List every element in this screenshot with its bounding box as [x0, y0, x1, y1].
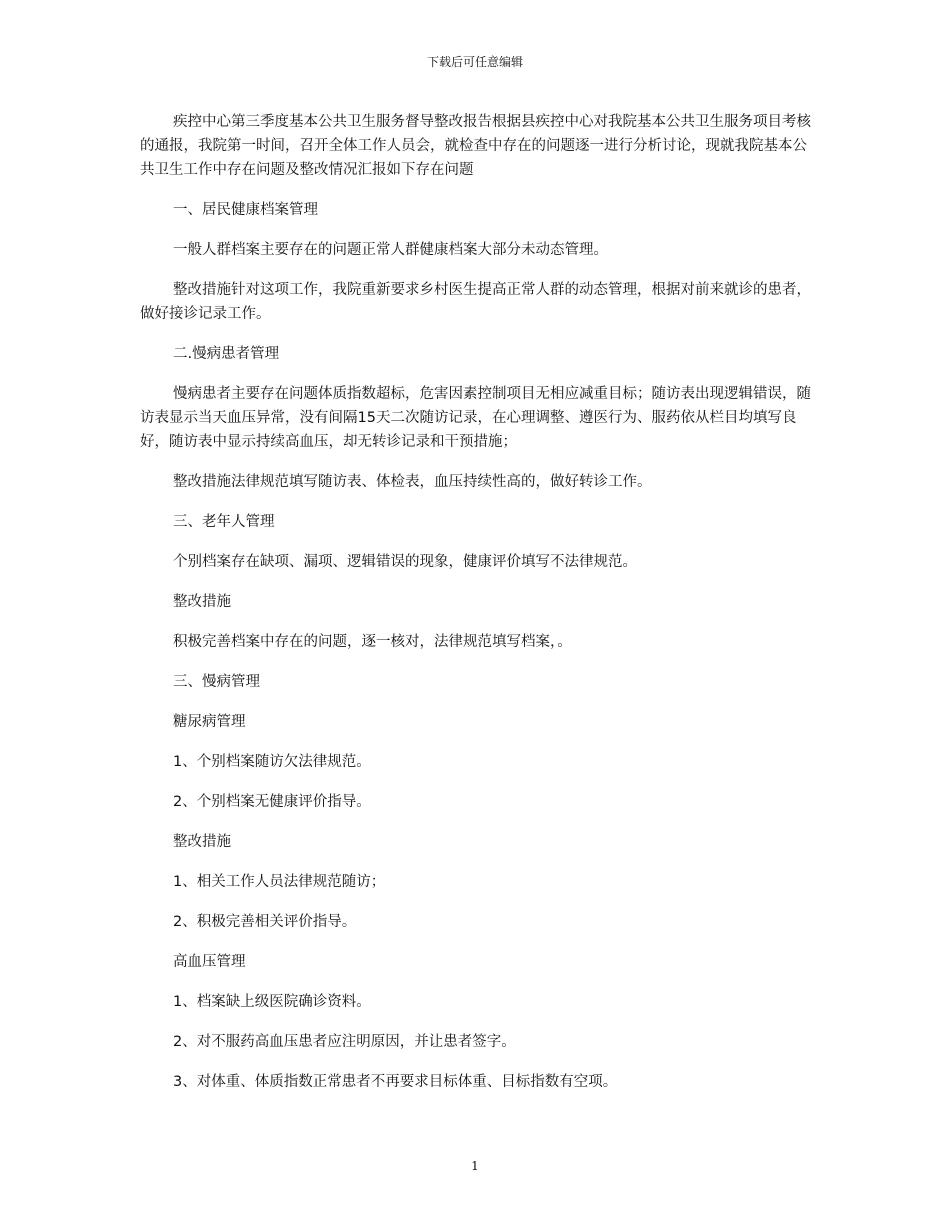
- section-heading-chronic-disease: 三、慢病管理: [173, 674, 260, 690]
- list-item: 1、个别档案随访欠法律规范。: [173, 754, 371, 770]
- list-item: 1、相关工作人员法律规范随访；: [173, 874, 386, 890]
- paragraph: 整改措施针对这项工作，我院重新要求乡村医生提高正常人群的动态管理，根据对前来就诊的患者，做好接诊记录工作。: [140, 282, 811, 322]
- intro-paragraph: 疾控中心第三季度基本公共卫生服务督导整改报告根据县疾控中心对我院基本公共卫生服务项目考核的通报，我院第一时间，召开全体工作人员会，就检查中存在的问题逐一进行分析讨论，现就我院基本公共卫生工作中存在问题及整改情况汇报如下存在问题: [140, 114, 811, 178]
- subheading-measures: 整改措施: [173, 834, 231, 850]
- subheading-diabetes: 糖尿病管理: [173, 714, 246, 730]
- section-heading-health-records: 一、居民健康档案管理: [173, 202, 318, 218]
- list-item: 2、积极完善相关评价指导。: [173, 914, 357, 930]
- section-heading-chronic-patients: 二.慢病患者管理: [173, 346, 280, 362]
- list-item: 3、对体重、体质指数正常患者不再要求目标体重、目标指数有空项。: [173, 1074, 618, 1090]
- section-heading-elderly: 三、老年人管理: [173, 514, 275, 530]
- page-header: 下载后可任意编辑: [426, 55, 523, 69]
- subheading-hypertension: 高血压管理: [173, 954, 246, 970]
- subheading-measures: 整改措施: [173, 594, 231, 610]
- paragraph: 个别档案存在缺项、漏项、逻辑错误的现象，健康评价填写不法律规范。: [173, 554, 637, 570]
- document-body: [140, 110, 812, 1110]
- paragraph: 一般人群档案主要存在的问题正常人群健康档案大部分未动态管理。: [173, 242, 608, 258]
- list-item: 1、档案缺上级医院确诊资料。: [173, 994, 371, 1010]
- paragraph: 积极完善档案中存在的问题，逐一核对，法律规范填写档案，。: [173, 634, 572, 650]
- list-item: 2、对不服药高血压患者应注明原因，并让患者签字。: [173, 1034, 516, 1050]
- paragraph: 整改措施法律规范填写随访表、体检表，血压持续性高的，做好转诊工作。: [173, 474, 652, 490]
- list-item: 2、个别档案无健康评价指导。: [173, 794, 371, 810]
- page-number: 1: [471, 1159, 479, 1173]
- paragraph: 慢病患者主要存在问题体质指数超标，危害因素控制项目无相应减重目标；随访表出现逻辑错误，随访表显示当天血压异常，没有间隔15天二次随访记录，在心理调整、遵医行为、服药依从栏目均填写良好，随访表中显示持续高血压，却无转诊记录和干预措施；: [140, 386, 811, 450]
